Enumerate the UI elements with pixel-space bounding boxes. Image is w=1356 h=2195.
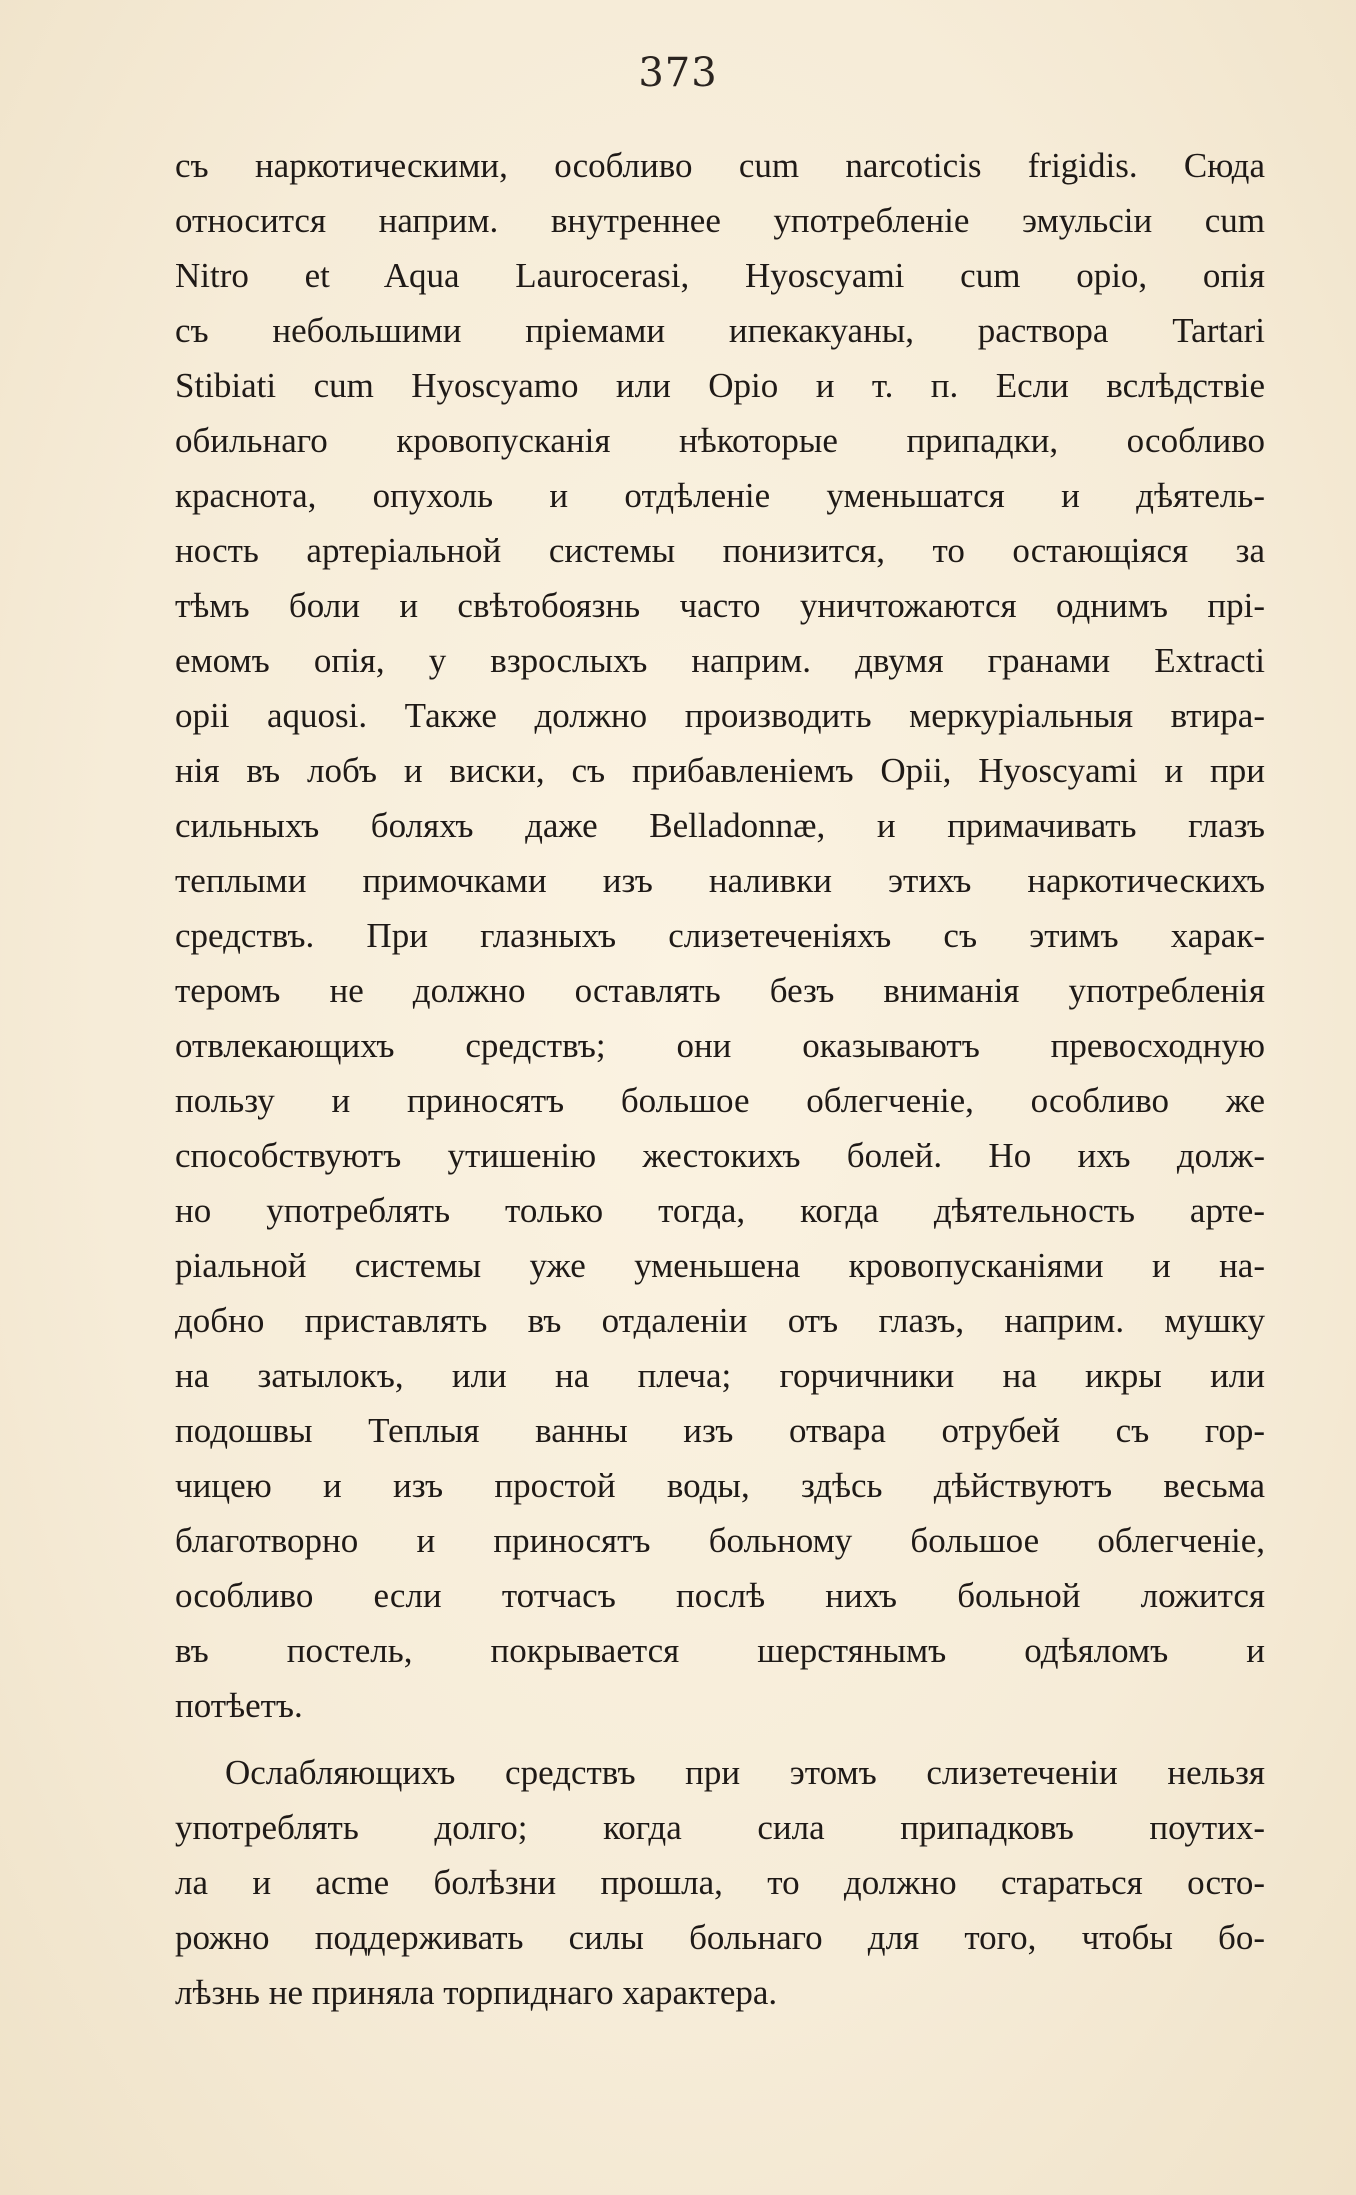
text-line: ла и acme болѣзни прошла, то должно стараться осто- xyxy=(175,1863,1265,1902)
text-line: тѣмъ боли и свѣтобоязнь часто уничтожаются однимъ прі- xyxy=(175,586,1265,625)
text-line: способствуютъ утишенію жестокихъ болей. Но ихъ долж- xyxy=(175,1136,1265,1175)
text-line: особливо если тотчасъ послѣ нихъ больной ложится xyxy=(175,1576,1265,1615)
text-line: сильныхъ боляхъ даже Belladonnæ, и примачивать глазъ xyxy=(175,806,1265,845)
text-line: теромъ не должно оставлять безъ вниманія употребленія xyxy=(175,971,1265,1010)
paragraph-gap xyxy=(175,1733,1265,1745)
text-line: ріальной системы уже уменьшена кровопусканіями и на- xyxy=(175,1246,1265,1285)
text-line: рожно поддерживать силы больнаго для того, чтобы бо- xyxy=(175,1918,1265,1957)
text-line: обильнаго кровопусканія нѣкоторые припадки, особливо xyxy=(175,421,1265,460)
text-line: теплыми примочками изъ наливки этихъ наркотическихъ xyxy=(175,861,1265,900)
page-number: 373 xyxy=(638,50,718,96)
text-line: на затылокъ, или на плеча; горчичники на икры или xyxy=(175,1356,1265,1395)
text-line: средствъ. При глазныхъ слизетеченіяхъ съ этимъ харак- xyxy=(175,916,1265,955)
text-line: краснота, опухоль и отдѣленіе уменьшатся и дѣятель- xyxy=(175,476,1265,515)
text-line: съ наркотическими, особливо cum narcoticis frigidis. Сюда xyxy=(175,146,1265,185)
text-line: лѣзнь не приняла торпиднаго характера. xyxy=(175,1973,778,2012)
text-line: чицею и изъ простой воды, здѣсь дѣйствуютъ весьма xyxy=(175,1466,1265,1505)
text-line: Ослабляющихъ средствъ при этомъ слизетеченіи нельзя xyxy=(225,1753,1265,1792)
paragraph-2 xyxy=(175,1745,1265,2020)
text-line: добно приставлять въ отдаленіи отъ глазъ, наприм. мушку xyxy=(175,1301,1265,1340)
text-line: потѣетъ. xyxy=(175,1686,303,1725)
paragraph-1 xyxy=(175,138,1265,1733)
text-block xyxy=(175,138,1265,2020)
text-line: емомъ опія, у взрослыхъ наприм. двумя гранами Extracti xyxy=(175,641,1265,680)
text-line: нія въ лобъ и виски, съ прибавленіемъ Opii, Hyoscyami и при xyxy=(175,751,1265,790)
text-line: съ небольшими пріемами ипекакуаны, раствора Tartari xyxy=(175,311,1265,350)
text-line: Stibiati cum Hyoscyamo или Opio и т. п. Если вслѣдствіе xyxy=(175,366,1265,405)
text-line: въ постель, покрывается шерстянымъ одѣяломъ и xyxy=(175,1631,1265,1670)
text-line: относится наприм. внутреннее употребленіе эмульсіи cum xyxy=(175,201,1265,240)
text-line: opii aquosi. Также должно производить меркуріальныя втира- xyxy=(175,696,1265,735)
text-line: Nitro et Aqua Laurocerasi, Hyoscyami cum opio, опія xyxy=(175,256,1265,295)
text-line: употреблять долго; когда сила припадковъ поутих- xyxy=(175,1808,1265,1847)
text-line: пользу и приносятъ большое облегченіе, особливо же xyxy=(175,1081,1265,1120)
text-line: ность артеріальной системы понизится, то остающіяся за xyxy=(175,531,1265,570)
text-line: подошвы Теплыя ванны изъ отвара отрубей съ гор- xyxy=(175,1411,1265,1450)
text-line: но употреблять только тогда, когда дѣятельность арте- xyxy=(175,1191,1265,1230)
text-line: благотворно и приносятъ больному большое облегченіе, xyxy=(175,1521,1265,1560)
text-line: отвлекающихъ средствъ; они оказываютъ превосходную xyxy=(175,1026,1265,1065)
